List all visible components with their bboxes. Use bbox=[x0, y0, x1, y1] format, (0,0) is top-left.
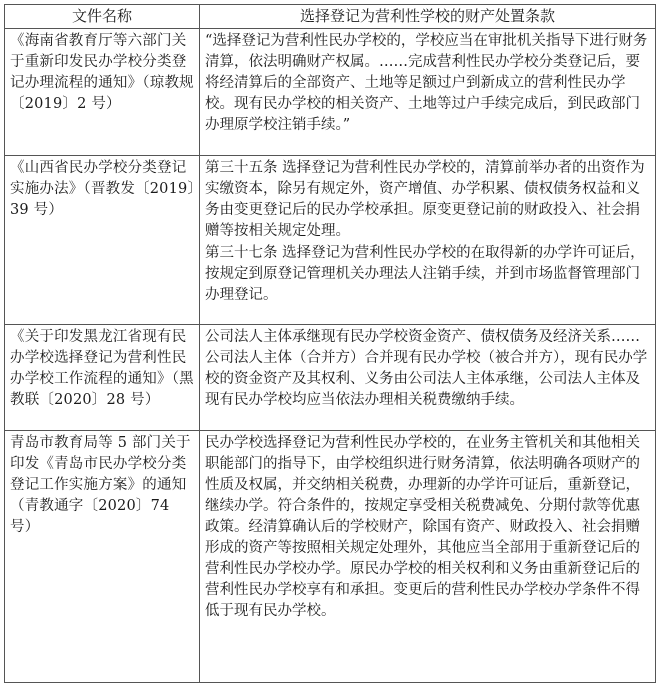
terms-paragraph: 第三十五条 选择登记为营利性民办学校的，清算前举办者的出资作为实缴资本，除另有规定外，资产增值、办学积累、债权债务权益和义务由变更登记后的民办学校承担。原变更登记前的财政投入、社会捐赠等按相关规定处理。 bbox=[205, 160, 645, 239]
disposal-terms-cell bbox=[200, 325, 656, 431]
table-header-row bbox=[5, 5, 656, 29]
terms-paragraph: 公司法人主体承继现有民办学校资金资产、债权债务及经济关系……公司法人主体（合并方）合并现有民办学校（被合并方），现有民办学校的资金资产及其权利、义务由公司法人主体承继，公司法人主体及现有民办学校均应当依法办理相关税费缴纳手续。 bbox=[205, 329, 648, 408]
table-row bbox=[5, 431, 656, 683]
terms-paragraph: “选择登记为营利性民办学校的，学校应当在审批机关指导下进行财务清算，依法明确财产权属。……完成营利性民办学校分类登记后，要将经清算后的全部资产、土地等足额过户到新成立的营利性民办学校。现有民办学校的相关资产、土地等过户手续完成后，到民政部门办理原学校注销手续。” bbox=[205, 33, 648, 133]
document-name-cell: 《山西省民办学校分类登记实施办法》（晋教发〔2019〕39 号） bbox=[5, 156, 200, 325]
column-header-disposal-terms: 选择登记为营利性学校的财产处置条款 bbox=[200, 5, 656, 29]
disposal-terms-cell bbox=[200, 156, 656, 325]
table-row bbox=[5, 29, 656, 156]
disposal-terms-cell bbox=[200, 29, 656, 156]
table-row bbox=[5, 156, 656, 325]
document-name-cell: 青岛市教育局等 5 部门关于印发《青岛市民办学校分类登记工作实施方案》的通知（青教通字〔2020〕74 号） bbox=[5, 431, 200, 683]
document-name-cell: 《海南省教育厅等六部门关于重新印发民办学校分类登记办理流程的通知》（琼教规〔2019〕2 号） bbox=[5, 29, 200, 156]
terms-paragraph: 民办学校选择登记为营利性民办学校的，在业务主管机关和其他相关职能部门的指导下，由学校组织进行财务清算，依法明确各项财产的性质及权属，并交纳相关税费，办理新的办学许可证后，重新登记，继续办学。符合条件的，按规定享受相关税费减免、分期付款等优惠政策。经清算确认后的学校财产，除国有资产、财政投入、社会捐赠形成的资产等按照相关规定处理外，其他应当全部用于重新登记后的营利性民办学校办学。原民办学校的相关权利和义务由重新登记后的营利性民办学校享有和承担。变更后的营利性民办学校办学条件不得低于现有民办学校。 bbox=[205, 435, 640, 619]
disposal-terms-cell bbox=[200, 431, 656, 683]
table-row bbox=[5, 325, 656, 431]
column-header-document-name: 文件名称 bbox=[5, 5, 200, 29]
terms-paragraph: 第三十七条 选择登记为营利性民办学校的在取得新的办学许可证后，按规定到原登记管理机关办理法人注销手续，并到市场监督管理部门办理登记。 bbox=[205, 245, 645, 303]
document-name-cell: 《关于印发黑龙江省现有民办学校选择登记为营利性民办学校工作流程的通知》（黑教联〔2020〕28 号） bbox=[5, 325, 200, 431]
policy-table bbox=[4, 4, 656, 683]
